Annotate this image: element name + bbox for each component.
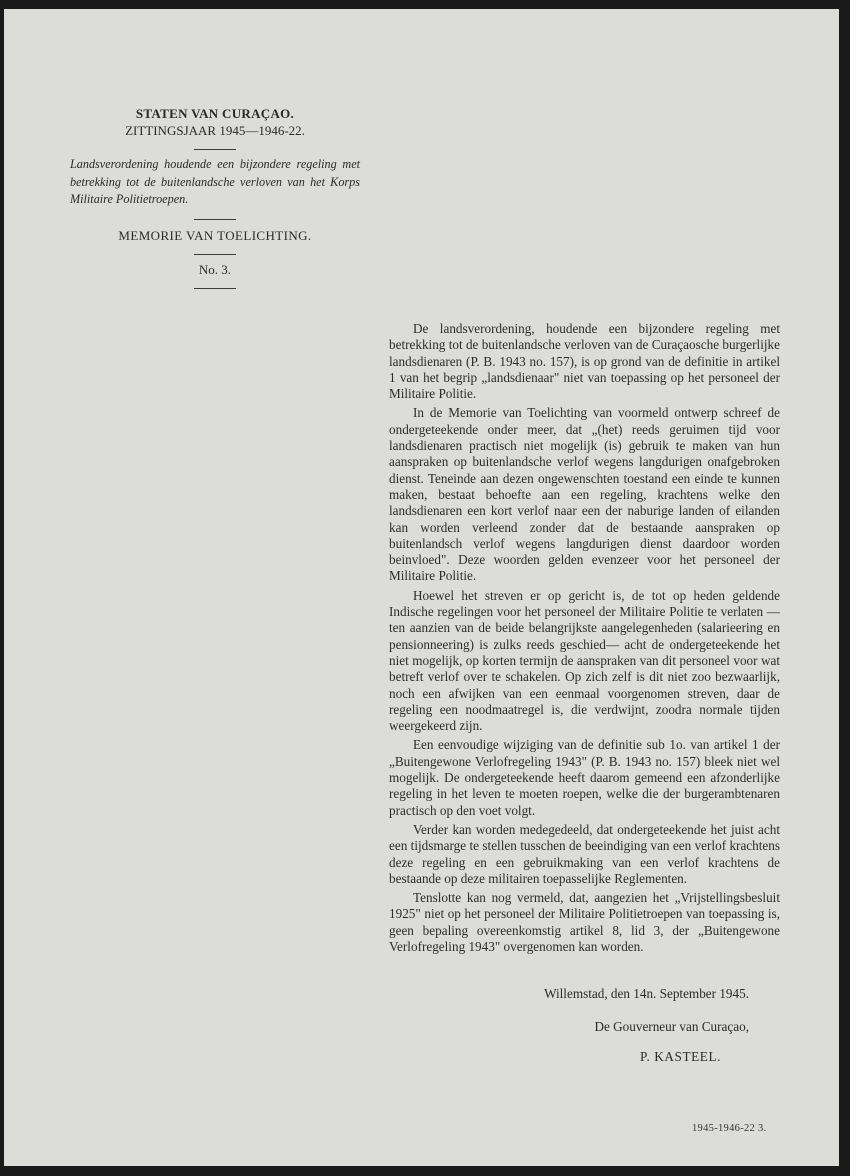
body-text bbox=[389, 321, 780, 958]
document-header bbox=[70, 106, 360, 289]
document-type: MEMORIE VAN TOELICHTING. bbox=[118, 227, 312, 243]
subject-heading: Landsverordening houdende een bijzondere regeling met betrekking tot de buitenlandsche verloven van het Korps Militaire Politietroepen. bbox=[70, 157, 360, 207]
session-year: ZITTINGSJAAR 1945—1946-22. bbox=[125, 123, 305, 138]
paragraph: Hoewel het streven er op gericht is, de tot op heden geldende Indische regelingen voor het personeel der Militaire Politie te verlaten — ten aanzien van de beide belangrijkste aangelegenheden (salarieering en pensionneering) is zulks reeds geschied— acht de ondergeteekende het niet mogelijk, op korten termijn de aanspraken van dit personeel voor wat betreft verlof over te schakelen. Op zich zelf is dit niet zoo bezwaarlijk, noch een afwijken van een eenmaal voorgenomen streven, daar de regeling een noodmaatregel is, die verdwijnt, zoodra normale tijden weergekeerd zijn. bbox=[389, 587, 780, 734]
document-number: No. 3. bbox=[198, 261, 232, 277]
paragraph: De landsverordening, houdende een bijzondere regeling met betrekking tot de buitenlandsche verloven van de Curaçaosche burgerlijke landsdienaren (P. B. 1943 no. 157), is op grond van de definitie in artikel 1 van het begrip „landsdienaar" niet van toepassing op het personeel der Militaire Politie. bbox=[389, 321, 780, 402]
paragraph: In de Memorie van Toelichting van voormeld ontwerp schreef de ondergeteekende onder meer, dat „(het) reeds geruimen tijd voor landsdienaren practisch niet mogelijk (is) gebruik te maken van hun aanspraken op buitenlandsche verlof wegens langdurigen onafgebroken dienst. Teneinde aan dezen ongewenschten toestand een einde te kunnen maken, bestaat behoefte aan een regeling, krachtens welke den landsdienaren een kort verlof naar een der naburige landen of eilanden kan worden verleend zonder dat de bestaande aanspraken op buitenlandsch verlof wegens langdurigen dienst daardoor worden beinvloed". Deze woorden gelden evenzeer voor het personeel der Militaire Politie. bbox=[389, 405, 780, 584]
paragraph: Een eenvoudige wijziging van de definitie sub 1o. van artikel 1 der „Buitengewone Verlofregeling 1943" (P. B. 1943 no. 157) bleek niet wel mogelijk. De ondergeteekende heeft daarom gemeend een afzonderlijke regeling in het leven te moeten roepen, welke die der burgerambtenaren practisch op den voet volgt. bbox=[389, 737, 780, 818]
place-date: Willemstad, den 14n. September 1945. bbox=[544, 986, 749, 1001]
divider bbox=[194, 149, 236, 150]
signatory-name: P. KASTEEL. bbox=[640, 1049, 721, 1064]
governor-title: De Gouverneur van Curaçao, bbox=[594, 1019, 749, 1034]
paragraph: Tenslotte kan nog vermeld, dat, aangezien het „Vrijstellingsbesluit 1925" niet op het personeel der Militaire Politietroepen van toepassing is, geen bepaling overeenkomstig artikel 8, lid 3, der „Buitengewone Verlofregeling 1943" overgenomen kan worden. bbox=[389, 890, 780, 954]
divider bbox=[194, 219, 236, 220]
header-title: STATEN VAN CURAÇAO. bbox=[135, 106, 295, 121]
paragraph: Verder kan worden medegedeeld, dat ondergeteekende het juist acht een tijdsmarge te stellen tusschen de beeindiging van een verlof krachtens deze regeling en een gebruikmaking van een verlof krachtens de bestaande op deze militairen toepasselijke Reglementen. bbox=[389, 821, 780, 886]
document-page bbox=[4, 9, 839, 1166]
divider bbox=[194, 254, 236, 255]
divider bbox=[194, 288, 236, 289]
archive-reference: 1945-1946-22 3. bbox=[692, 1123, 767, 1134]
